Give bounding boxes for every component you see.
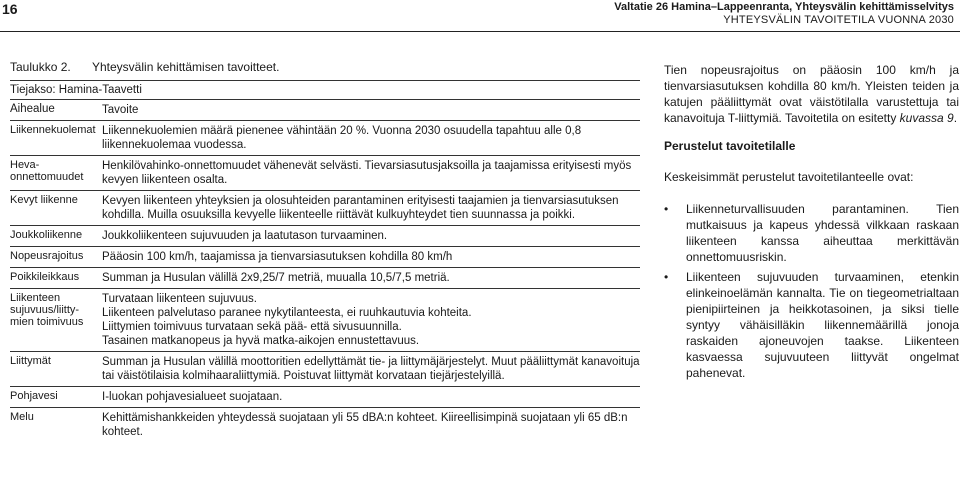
header-subtitle: YHTEYSVÄLIN TAVOITETILA VUONNA 2030 — [723, 14, 954, 26]
table-row — [10, 191, 640, 226]
table-row — [10, 387, 640, 408]
bullet-icon: • — [664, 202, 669, 216]
table-cell-goal: Summan ja Husulan välillä moottoritien edellyttämät tie- ja liittymäjärjestelyt. Muut pääliittymät kanavoituja tai väistötilaisia kolmihaaraliittymiä. Poistuvat liittymät korvataan tiejärjestelyillä. — [102, 352, 640, 387]
figure-reference: kuvassa 9 — [899, 111, 954, 125]
table-cell-area: Nopeusrajoitus — [10, 247, 102, 268]
intro-paragraph — [664, 62, 959, 126]
table-cell-area: Kevyt liikenne — [10, 191, 102, 226]
table-row — [10, 289, 640, 352]
table-row — [10, 268, 640, 289]
table-cell-goal: Liikennekuolemien määrä pienenee vähintään 20 %. Vuonna 2030 osuudella tapahtuu alle 0,8 liikennekuolemaa vuodessa. — [102, 121, 640, 156]
table-cell-area: Melu — [10, 408, 102, 443]
lead-paragraph: Keskeisimmät perustelut tavoitetilanteelle ovat: — [664, 170, 914, 184]
table-row — [10, 156, 640, 191]
list-item-text: Liikenteen sujuvuuden turvaaminen, etenkin elinkeinoelämän kannalta. Tie on tiegeometrialtaan pienipiirteinen ja heikkotasoinen, ja siksi tielle syntyy vähäisilläkin liikennemäärillä jonoja raskaiden ajoneuvojen taakse. Liikenteen kasvaessa sujuvuuteen liittyvät ongelmat pahenevat. — [686, 270, 959, 380]
table-cell-area: Liikennekuolemat — [10, 121, 102, 156]
list-item-text: Liikenneturvallisuuden parantaminen. Tien mutkaisuus ja kapeus yhdessä vilkkaan raskaan liikenteen kanssa aiheuttaa merkittävän onnettomuusriskin. — [686, 202, 959, 264]
column-header-area: Aihealue — [10, 100, 102, 121]
table-cell-area: Heva- onnettomuudet — [10, 156, 102, 191]
table-cell-goal: Turvataan liikenteen sujuvuus. Liikenteen palvelutaso paranee nykytilanteesta, ei ruuhkautuvia kohteita. Liittymien toimivuus turvataan sekä pää- että sivusuunnilla. Tasainen matkanopeus ja hyvä matka-aikojen ennustettavuus. — [102, 289, 640, 352]
goals-table — [10, 80, 640, 442]
table-row — [10, 408, 640, 443]
table-caption — [10, 60, 279, 74]
header-title: Valtatie 26 Hamina–Lappeenranta, Yhteysvälin kehittämisselvitys — [614, 1, 954, 13]
table-cell-goal: Pääosin 100 km/h, taajamissa ja tienvarsiasutuksen kohdilla 80 km/h — [102, 247, 640, 268]
header-divider — [0, 31, 960, 32]
intro-text: Tien nopeusrajoitus on pääosin 100 km/h ja tienvarsiasutuksen kohdilla 80 km/h. Yleisten teiden ja katujen pääliittymät ovat väistötilalla varustettuja tai kanavoituja T-liittymiä. Tavoitetila on esitetty — [664, 63, 959, 125]
table-cell-goal: Joukkoliikenteen sujuvuuden ja laatutason turvaaminen. — [102, 226, 640, 247]
table-row — [10, 121, 640, 156]
table-caption-text: Yhteysvälin kehittämisen tavoitteet. — [92, 60, 280, 74]
table-section-title: Tiejakso: Hamina-Taavetti — [10, 81, 640, 100]
running-header — [614, 1, 954, 27]
table-cell-area: Liittymät — [10, 352, 102, 387]
table-row — [10, 247, 640, 268]
table-cell-area: Poikkileikkaus — [10, 268, 102, 289]
table-row — [10, 352, 640, 387]
section-heading: Perustelut tavoitetilalle — [664, 139, 796, 153]
table-cell-goal: I-luokan pohjavesialueet suojataan. — [102, 387, 640, 408]
list-item — [664, 201, 959, 265]
page-number: 16 — [2, 1, 18, 17]
table-cell-goal: Summan ja Husulan välillä 2x9,25/7 metriä, muualla 10,5/7,5 metriä. — [102, 268, 640, 289]
table-header-row — [10, 100, 640, 121]
table-cell-area: Pohjavesi — [10, 387, 102, 408]
intro-end: . — [953, 111, 958, 125]
table-cell-area: Liikenteen sujuvuus/liitty- mien toimivuus — [10, 289, 102, 352]
body-text-column — [664, 62, 959, 385]
table-cell-goal: Henkilövahinko-onnettomuudet vähenevät selvästi. Tievarsiasutusjaksoilla ja taajamissa erityisesti myös kevyen liikenteen osalta. — [102, 156, 640, 191]
table-row — [10, 226, 640, 247]
list-item — [664, 269, 959, 381]
column-header-goal: Tavoite — [102, 100, 640, 121]
table-caption-number: Taulukko 2. — [10, 60, 71, 74]
reasons-list — [664, 201, 959, 381]
table-cell-area: Joukkoliikenne — [10, 226, 102, 247]
table-cell-goal: Kevyen liikenteen yhteyksien ja olosuhteiden parantaminen erityisesti taajamien ja tienvarsiasutuksen kohdilla. Muilla osuuksilla kevyelle liikenteelle riittävät kulkuyhteydet tien suunnassa ja poikki. — [102, 191, 640, 226]
table-cell-goal: Kehittämishankkeiden yhteydessä suojataan yli 55 dBA:n kohteet. Kiireellisimpinä suojataan yli 65 dB:n kohteet. — [102, 408, 640, 443]
bullet-icon: • — [664, 270, 669, 284]
